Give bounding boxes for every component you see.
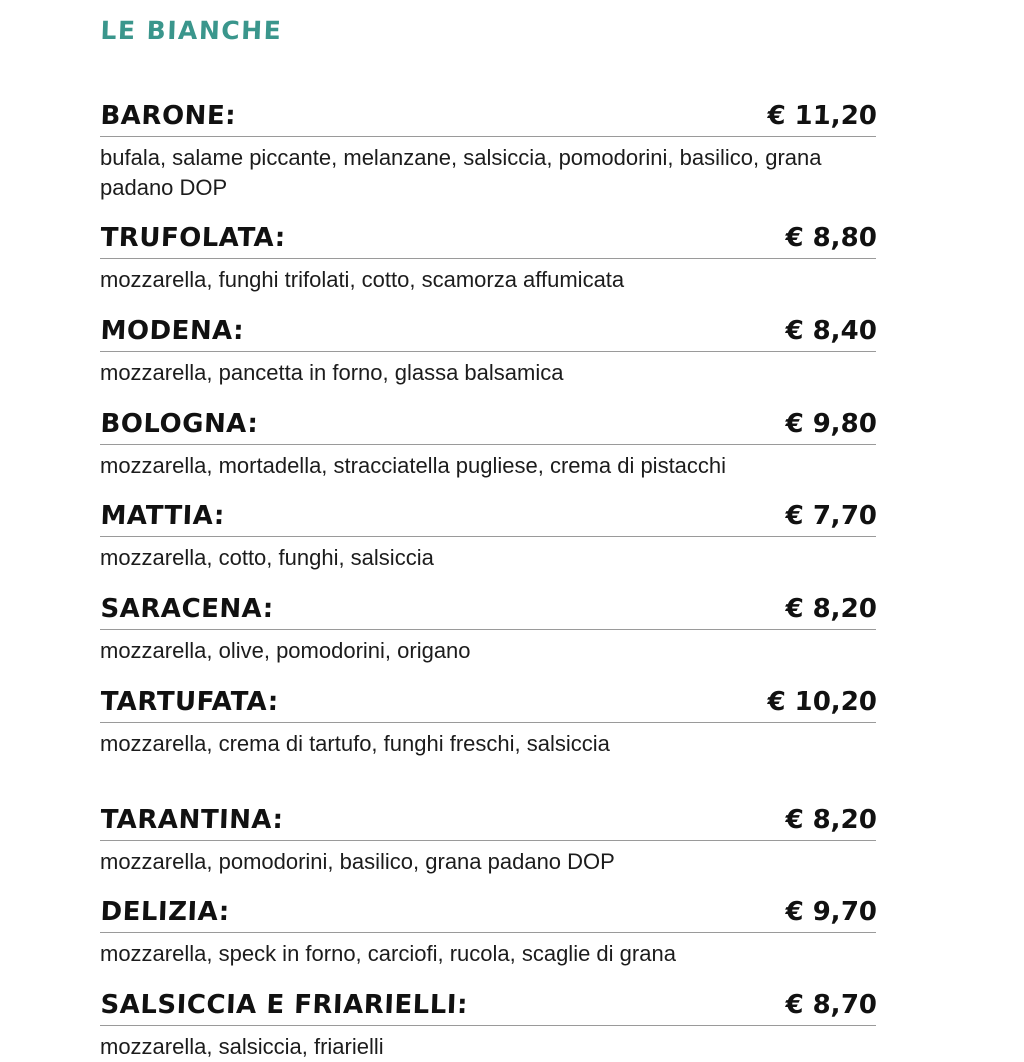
menu-item-name: TRUFOLATA: <box>100 223 287 254</box>
menu-item-description: bufala, salame piccante, melanzane, salsiccia, pomodorini, basilico, grana padano DOP <box>100 145 822 200</box>
menu-item-header <box>100 316 876 352</box>
menu-item-name: SARACENA: <box>100 594 275 625</box>
menu-item-description: mozzarella, speck in forno, carciofi, rucola, scaglie di grana <box>100 941 676 967</box>
menu-item-name: MATTIA: <box>100 501 226 532</box>
menu-item <box>100 897 876 969</box>
menu-item-description: mozzarella, pancetta in forno, glassa balsamica <box>100 360 564 386</box>
menu-item-header <box>100 101 876 137</box>
menu-item-name: DELIZIA: <box>100 897 231 928</box>
menu-item-description: mozzarella, mortadella, stracciatella pugliese, crema di pistacchi <box>100 452 727 478</box>
menu-item-header <box>100 805 876 841</box>
menu-item-description: mozzarella, olive, pomodorini, origano <box>100 638 471 664</box>
menu-item-name: BARONE: <box>100 101 237 131</box>
menu-item <box>100 990 876 1062</box>
menu-item-name: MODENA: <box>100 316 245 347</box>
menu-item-name: TARANTINA: <box>100 804 284 835</box>
menu-item-header <box>100 594 876 630</box>
menu-item <box>100 687 876 759</box>
menu-item-price: € 10,20 <box>766 686 878 717</box>
menu-item-header <box>100 223 876 259</box>
menu-item <box>100 805 876 877</box>
menu-item <box>100 223 876 295</box>
section-title: LE BIANCHE <box>100 16 283 45</box>
menu-item-price: € 9,70 <box>784 897 878 928</box>
menu-item <box>100 101 876 202</box>
menu-item-description: mozzarella, cotto, funghi, salsiccia <box>100 545 434 571</box>
menu-item-price: € 8,40 <box>784 316 878 347</box>
menu-item-price: € 8,20 <box>784 594 878 625</box>
menu-item-name: SALSICCIA E FRIARIELLI: <box>100 989 469 1020</box>
menu-item-header <box>100 990 876 1026</box>
menu-item-price: € 7,70 <box>784 501 878 532</box>
menu-item-price: € 8,70 <box>784 989 878 1020</box>
menu-item-description: mozzarella, crema di tartufo, funghi freschi, salsiccia <box>100 730 610 756</box>
menu-item-header <box>100 409 876 445</box>
menu-item-price: € 11,20 <box>766 101 878 131</box>
menu-item <box>100 316 876 388</box>
menu-item <box>100 501 876 573</box>
menu-item-header <box>100 897 876 933</box>
menu-item-header <box>100 501 876 537</box>
menu-item-name: BOLOGNA: <box>100 408 259 439</box>
menu-item-description: mozzarella, salsiccia, friarielli <box>100 1033 384 1059</box>
menu-item-name: TARTUFATA: <box>100 686 280 717</box>
menu-item-description: mozzarella, funghi trifolati, cotto, scamorza affumicata <box>100 267 625 293</box>
menu-item-description: mozzarella, pomodorini, basilico, grana padano DOP <box>100 848 615 874</box>
menu-item-price: € 8,80 <box>784 223 878 254</box>
menu-item <box>100 409 876 481</box>
menu-item-header <box>100 687 876 723</box>
menu-item <box>100 594 876 666</box>
menu-item-price: € 8,20 <box>784 804 878 835</box>
menu-item-price: € 9,80 <box>784 408 878 439</box>
